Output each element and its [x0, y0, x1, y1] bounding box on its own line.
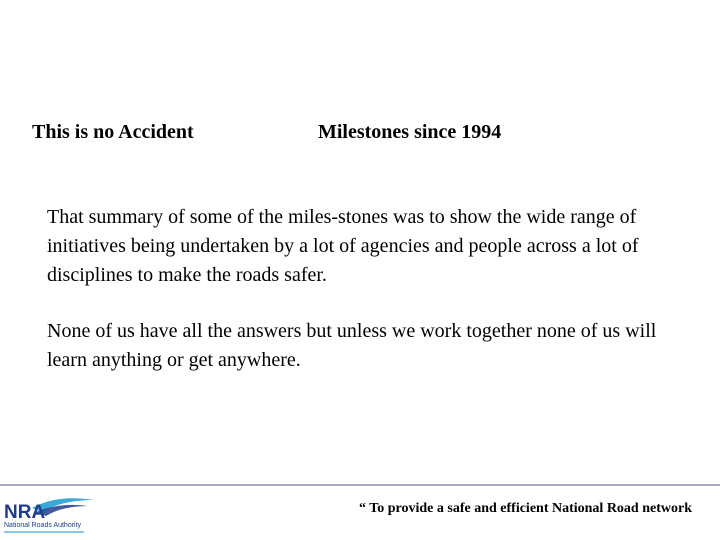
slide-heading-right: Milestones since 1994: [318, 121, 502, 143]
body-paragraph-2: None of us have all the answers but unless we work together none of us will learn anything or get anywhere.: [47, 320, 657, 371]
body-paragraph-1: That summary of some of the miles-stones was to show the wide range of initiatives being undertaken by a lot of agencies and people across a lot of disciplines to make the roads safer.: [47, 206, 639, 286]
slide-heading-left: This is no Accident: [32, 121, 194, 143]
footer-divider: [0, 484, 720, 486]
nra-logo: [2, 496, 102, 538]
logo-subtitle: National Roads Authority: [4, 522, 82, 529]
footer-slogan: “ To provide a safe and efficient National Road network: [358, 501, 692, 516]
logo-text: NRA: [4, 502, 46, 523]
